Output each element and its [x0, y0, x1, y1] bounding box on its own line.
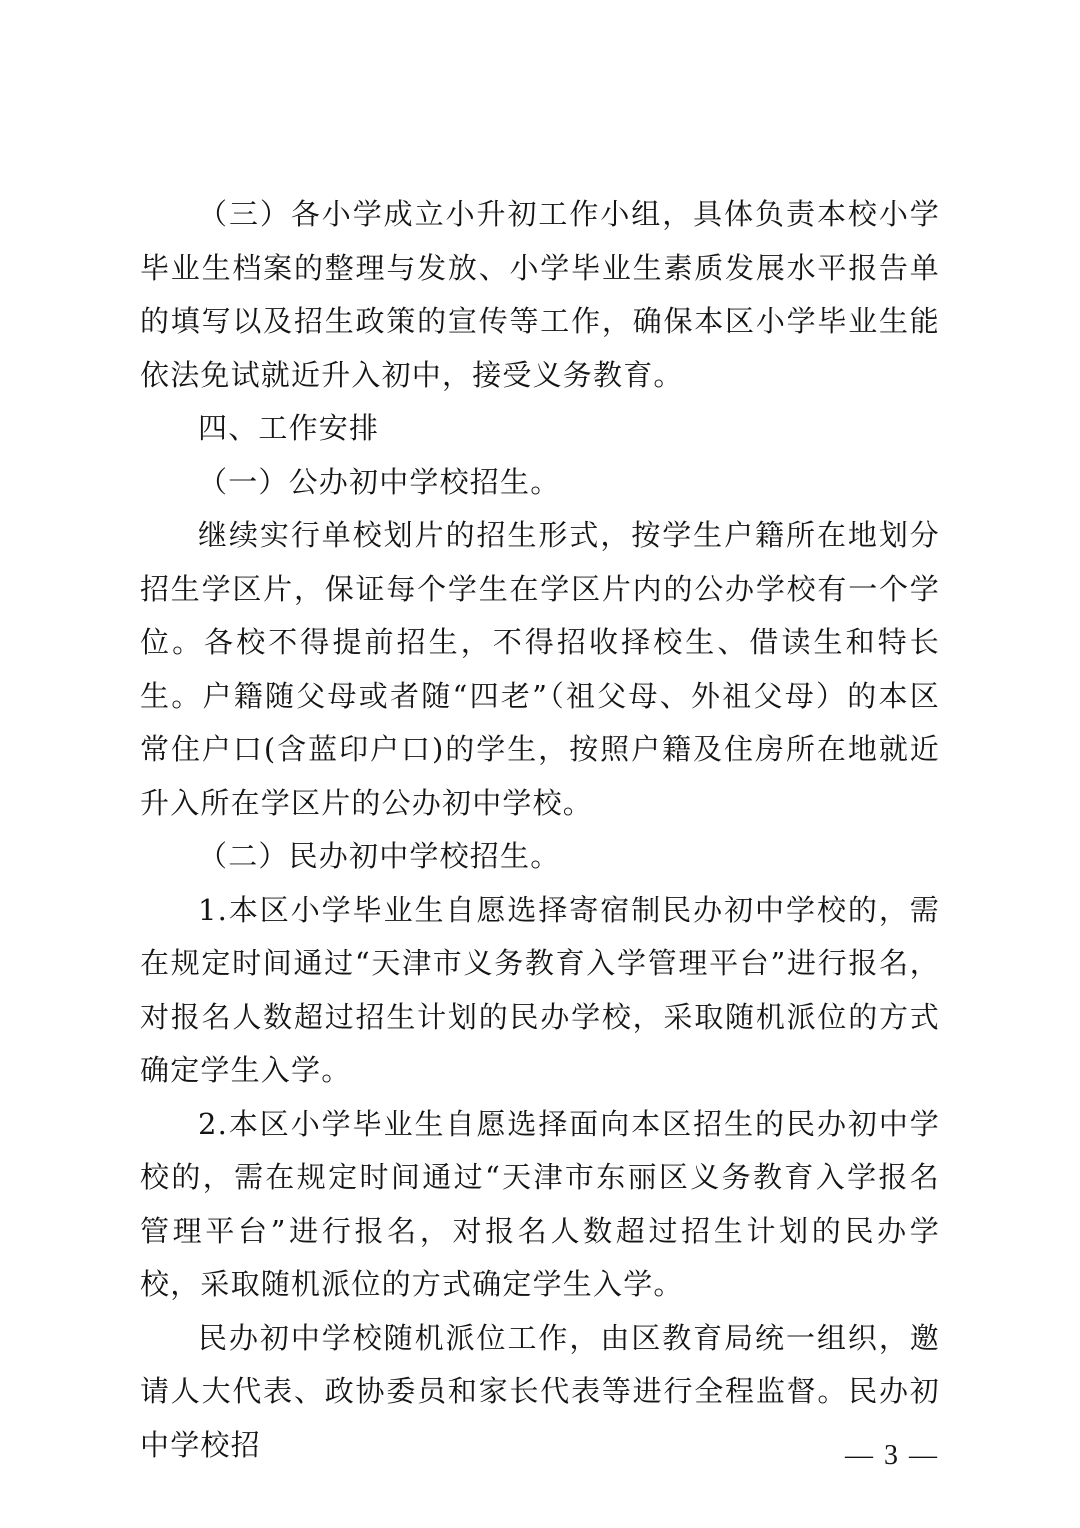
document-body — [140, 188, 940, 1472]
subheading-public-school-enrollment: （一）公办初中学校招生。 — [198, 464, 561, 499]
subheading-private-school-enrollment: （二）民办初中学校招生。 — [198, 839, 561, 873]
paragraph-public-school-rules: 继续实行单校划片的招生形式，按学生户籍所在地划分招生学区片，保证每个学生在学区片内的公办学校有一个学位。各校不得提前招生，不得招收择校生、借读生和特长生。户籍随父母或者随“四老”（祖父母、外祖父母）的本区常住户口(含蓝印户口)的学生，按照户籍及住房所在地就近升入所在学区片的公办初中学校。 — [140, 518, 940, 820]
page-number: — 3 — — [845, 1440, 939, 1471]
paragraph-private-boarding-registration: 1.本区小学毕业生自愿选择寄宿制民办初中学校的，需在规定时间通过“天津市义务教育入学管理平台”进行报名，对报名人数超过招生计划的民办学校，采取随机派位的方式确定学生入学。 — [140, 892, 940, 1087]
paragraph-section-3-school-groups: （三）各小学成立小升初工作小组，具体负责本校小学毕业生档案的整理与发放、小学毕业生素质发展水平报告单的填写以及招生政策的宣传等工作，确保本区小学毕业生能依法免试就近升入初中，接受义务教育。 — [140, 197, 940, 392]
section-heading-work-arrangement: 四、工作安排 — [198, 411, 380, 445]
paragraph-random-allocation-supervision: 民办初中学校随机派位工作，由区教育局统一组织，邀请人大代表、政协委员和家长代表等进行全程监督。民办初中学校招 — [140, 1320, 940, 1462]
paragraph-private-district-registration: 2.本区小学毕业生自愿选择面向本区招生的民办初中学校的，需在规定时间通过“天津市东丽区义务教育入学报名管理平台”进行报名，对报名人数超过招生计划的民办学校，采取随机派位的方式确定学生入学。 — [140, 1106, 940, 1301]
